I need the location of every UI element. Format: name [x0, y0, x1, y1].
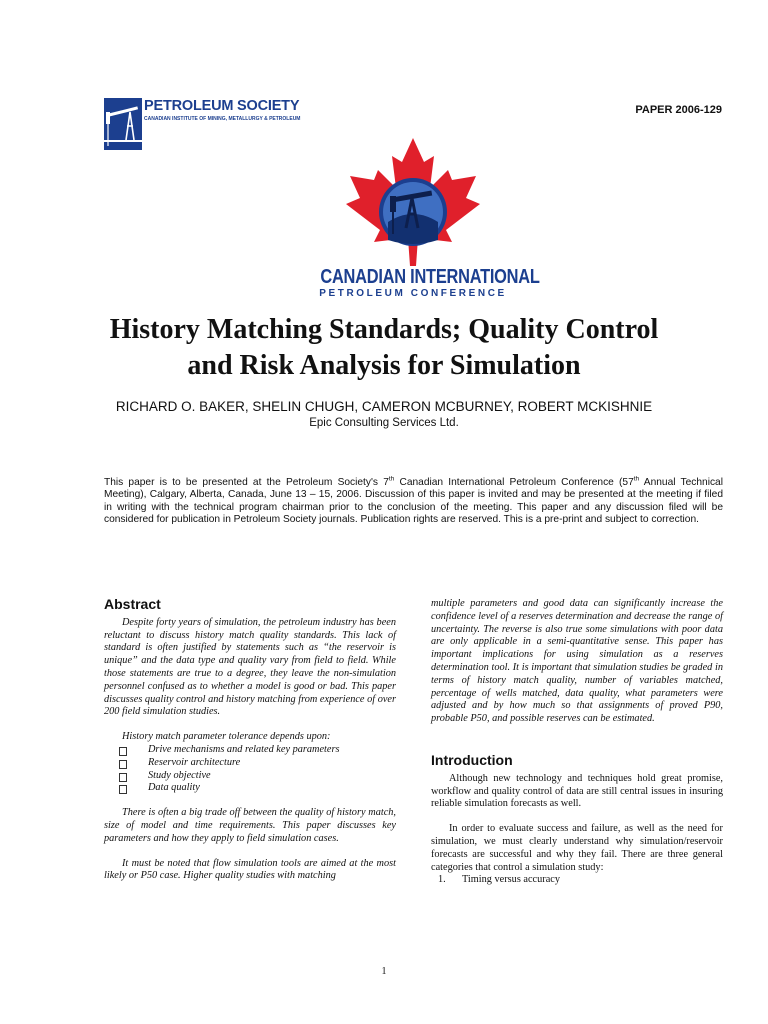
- list-item: 1. Timing versus accuracy: [438, 874, 560, 886]
- notice-sup-2: th: [633, 475, 640, 483]
- paper-title-line-2: and Risk Analysis for Simulation: [187, 350, 581, 381]
- page-number: 1: [381, 966, 387, 977]
- notice-text-3: Annual Technical Meeting), Calgary, Alberta, Canada, June 13 – 15, 2006. Discussion of this paper is invited and may be presented at the meeting if filed in writing with the technical program chairman prior to the conclusion of the meeting. This paper and any discussion filed will be considered for publication in Petroleum Society journals. Publication rights are reserved. This is a pre-print and subject to correction.: [104, 477, 723, 526]
- checkbox-glyph-icon: [119, 747, 127, 756]
- society-name: PETROLEUM SOCIETY: [144, 98, 300, 114]
- conference-name: CANADIAN INTERNATIONAL: [320, 266, 540, 288]
- abstract-list: [104, 744, 396, 795]
- abstract-paragraph-3-continued: multiple parameters and good data can significantly increase the confidence level of a reserves determination and decrease the range of uncertainty. The reverse is also true some simulations with poor data are only applicable in a semi-quantitative sense. This paper has important implications for using simulation as a reserves determination tool. It is important that simulation studies be graded in terms of history match quality, number of variables matched, percentage of wells matched, data quality, what parameters were adjusted and by how much so that assignments of proved P90, probable P50, and possible reserves can be estimated.: [431, 598, 723, 725]
- paper-title-line-1: History Matching Standards; Quality Control: [109, 314, 659, 345]
- maple-leaf-icon: [340, 136, 486, 268]
- introduction-heading: Introduction: [431, 751, 513, 768]
- notice-sup-1: th: [388, 475, 395, 483]
- list-item: Study objective: [104, 770, 396, 783]
- abstract-paragraph-2: There is often a big trade off between the quality of history match, size of model and time requirements. This paper discusses key parameters and how they apply to field simulation cases.: [104, 807, 396, 844]
- list-item: Data quality: [104, 782, 396, 795]
- authors: RICHARD O. BAKER, SHELIN CHUGH, CAMERON MCBURNEY, ROBERT MCKISHNIE: [115, 399, 653, 414]
- abstract-paragraph-1: Despite forty years of simulation, the petroleum industry has been reluctant to discuss history match quality standards. This lack of standard is often justified by statements such as “the reservoir is unique” and the data type and quality vary from field to field. While those statements are true to a degree, they leave the non-simulation personnel confused as to whether a model is good or bad. This paper discusses quality control and history matching from experience of over 200 field simulation studies.: [104, 616, 396, 718]
- checkbox-glyph-icon: [119, 773, 127, 782]
- presentation-notice: [104, 477, 723, 527]
- right-column: [431, 598, 723, 887]
- abstract-heading: Abstract: [104, 596, 161, 612]
- checkbox-glyph-icon: [119, 760, 127, 769]
- conference-subtitle: PETROLEUM CONFERENCE: [319, 288, 507, 299]
- notice-text-2: Canadian International Petroleum Conference (57: [394, 477, 634, 488]
- checkbox-glyph-icon: [119, 785, 127, 794]
- society-subtitle: CANADIAN INSTITUTE OF MINING, METALLURGY & PETROLEUM: [144, 116, 301, 122]
- affiliation: Epic Consulting Services Ltd.: [309, 417, 459, 429]
- abstract-list-intro: History match parameter tolerance depends upon:: [122, 731, 331, 743]
- introduction-list: [431, 874, 723, 887]
- abstract-paragraph-3: It must be noted that flow simulation tools are aimed at the most likely or P50 case. Higher quality studies with matching: [104, 857, 396, 882]
- introduction-paragraph-1: Although new technology and techniques hold great promise, workflow and quality control of data are still central issues in insuring reliable simulation forecasts as well.: [431, 772, 723, 810]
- left-column: [104, 598, 396, 883]
- list-item: Reservoir architecture: [104, 757, 396, 770]
- notice-text-1: This paper is to be presented at the Petroleum Society's 7: [104, 477, 389, 488]
- petroleum-society-logo: [104, 98, 344, 152]
- paper-title: [60, 312, 708, 384]
- pump-jack-icon: [104, 98, 142, 150]
- introduction-paragraph-2: In order to evaluate success and failure, as well as the need for simulation, we must clearly understand why simulation/reservoir forecasts are successful and why they fail. There are three general categories that control a simulation study:: [431, 823, 723, 873]
- paper-number: PAPER 2006-129: [635, 104, 722, 116]
- list-item: Drive mechanisms and related key parameters: [104, 744, 396, 757]
